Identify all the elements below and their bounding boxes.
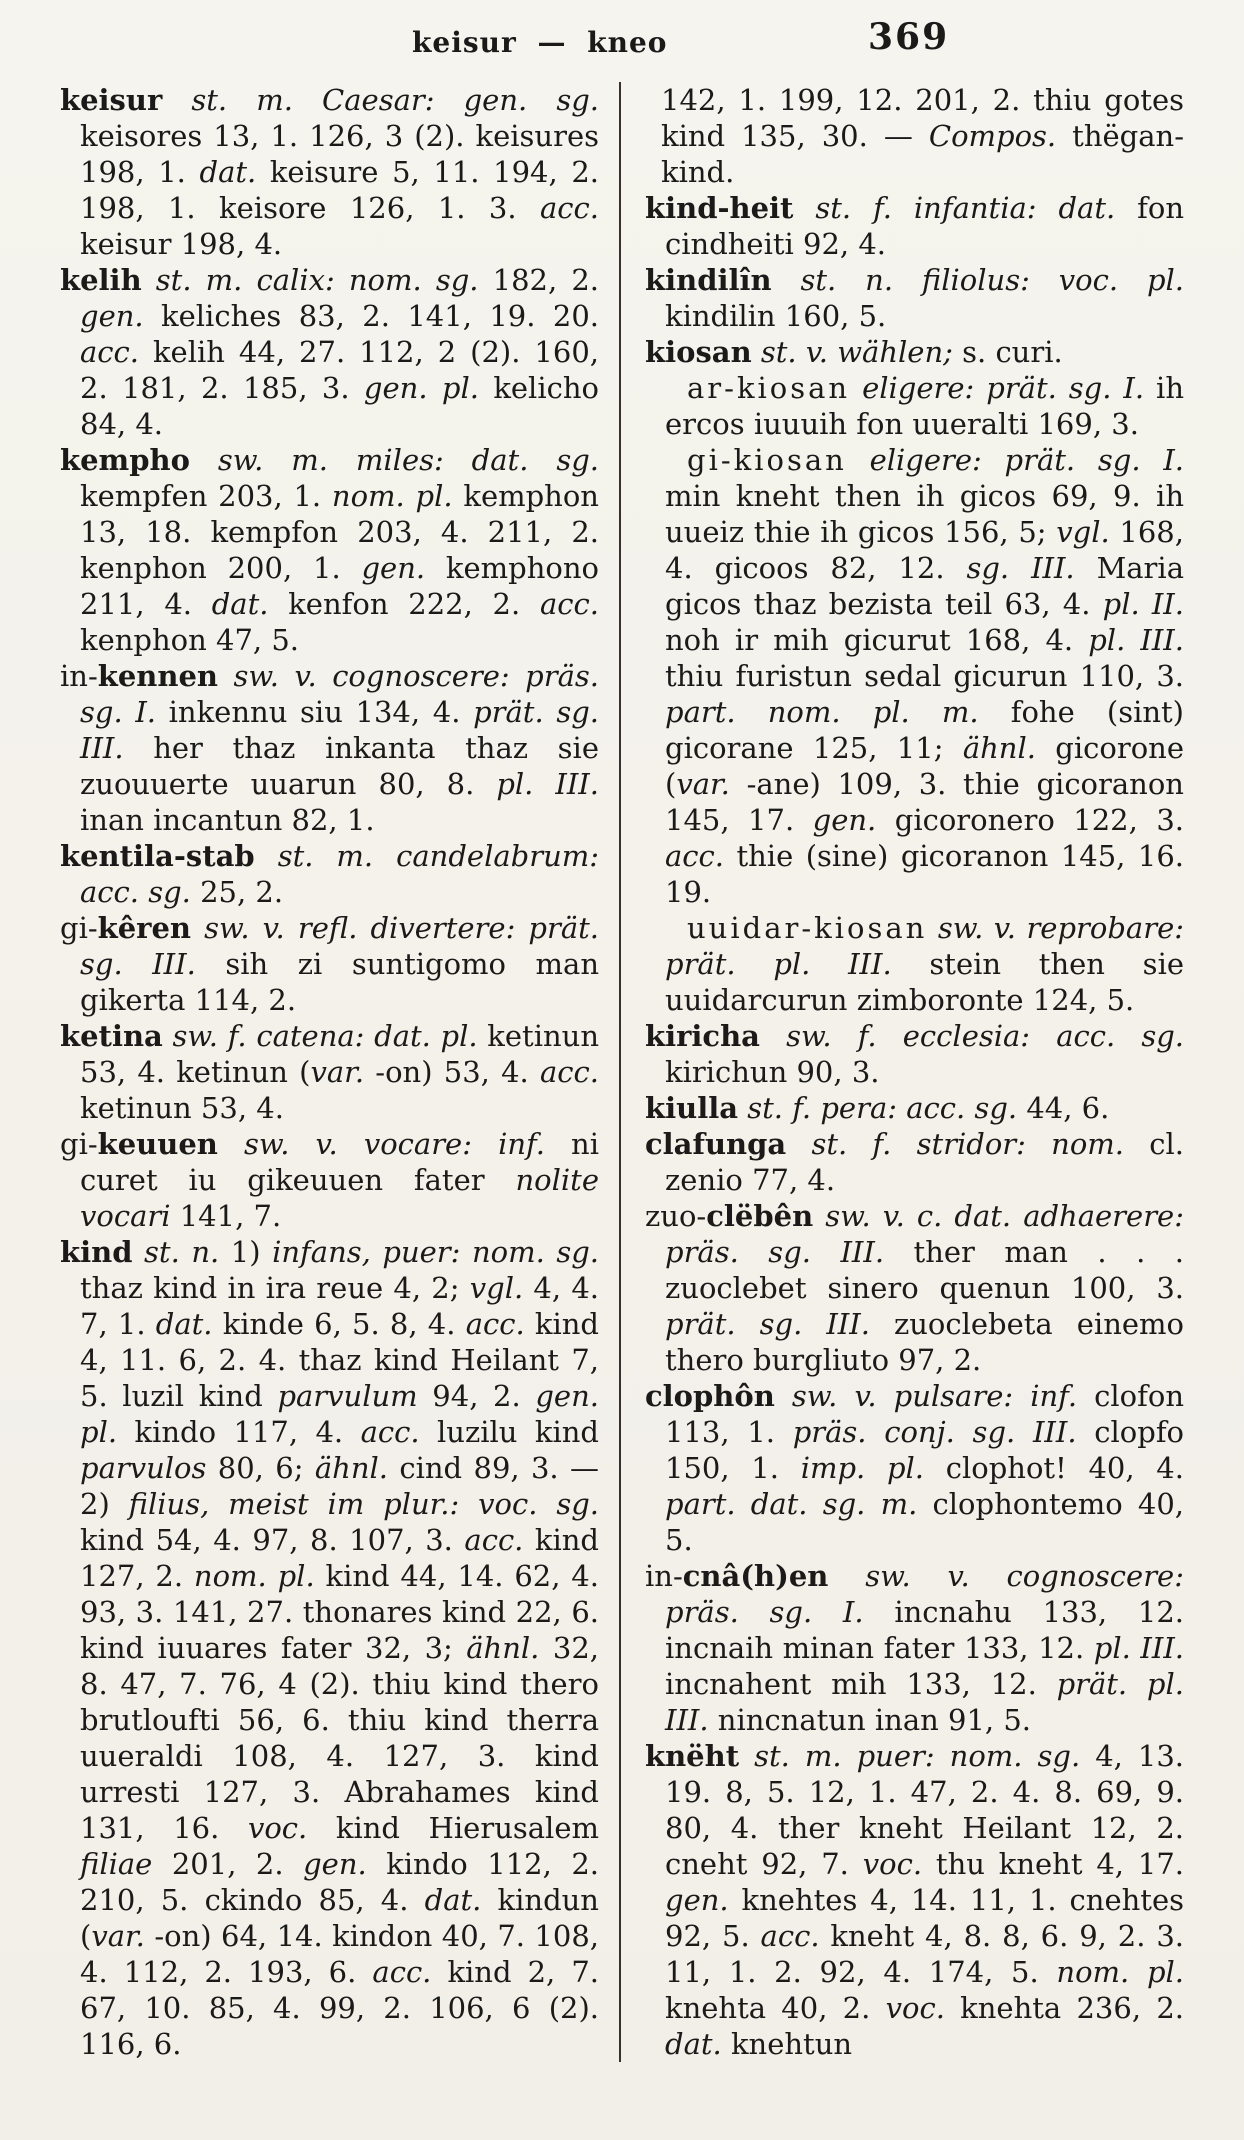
grammar-label: voc. (862, 1847, 923, 1881)
grammar-label: sg. III. (966, 551, 1075, 585)
headword: kiosan (645, 335, 752, 369)
grammar-label: acc. (665, 839, 724, 873)
grammar-label: acc. (760, 1919, 820, 1953)
headword: clafunga (645, 1127, 787, 1161)
grammar-label: dat. (211, 587, 269, 621)
grammar-label: parvulos (80, 1451, 207, 1485)
dictionary-entry: clafunga st. f. stridor: nom. cl. zenio 77, 4. (645, 1127, 1185, 1197)
grammar-label: gen. (303, 1847, 367, 1881)
grammar-label: acc. (80, 335, 139, 369)
sub-headword: ar-kiosan (687, 371, 851, 405)
page-header-title: keisur — kneo (412, 26, 668, 59)
headword: kindilîn (645, 263, 772, 297)
grammar-label: sw. v. c. dat. adhaerere: präs. sg. III. (665, 1199, 1184, 1269)
entry-continuation: 142, 1. 199, 12. 201, 2. thiu gotes kind 135, 30. — Compos. thëgan-kind. (661, 83, 1185, 189)
grammar-label: ähnl. (962, 731, 1036, 765)
headword: clophôn (645, 1379, 775, 1413)
grammar-label: pl. III. (1088, 623, 1184, 657)
grammar-label: dat. (665, 2027, 722, 2061)
grammar-label: acc. (539, 587, 599, 621)
right-column (621, 82, 1184, 2062)
grammar-label: sw. v. refl. divertere: prät. sg. III. (80, 911, 599, 981)
dictionary-entry: zuo-clëbên sw. v. c. dat. adhaerere: präs. sg. III. ther man . . . zuoclebet sinero quenun 100, 3. prät. sg. III. zuoclebeta einemo thero burgliuto 97, 2. (645, 1199, 1184, 1377)
headword: keisur (60, 83, 163, 117)
dictionary-entry: kiulla st. f. pera: acc. sg. 44, 6. (645, 1091, 1110, 1125)
grammar-label: pl. II. (1102, 587, 1184, 621)
grammar-label: ähnl. (466, 1631, 540, 1665)
dictionary-entry: kentila-stab st. m. candelabrum: acc. sg. 25, 2. (60, 839, 600, 909)
grammar-label: dat. (199, 155, 257, 189)
dictionary-entry: clophôn sw. v. pulsare: inf. clofon 113, 1. präs. conj. sg. III. clopfo 150, 1. imp. pl. clophot! 40, 4. part. dat. sg. m. clophontemo 40, 5. (645, 1379, 1185, 1557)
grammar-label: acc. (372, 1955, 432, 1989)
grammar-label: voc. (885, 1991, 945, 2025)
headword: keuuen (97, 1127, 218, 1161)
grammar-label: nolite vocari (80, 1163, 599, 1233)
dictionary-entry: kempho sw. m. miles: dat. sg. kempfen 203, 1. nom. pl. kemphon 13, 18. kempfon 203, 4. 211, 2. kenphon 200, 1. gen. kemphono 211, 4. dat. kenfon 222, 2. acc. kenphon 47, 5. (60, 443, 599, 657)
dictionary-entry: in-cnâ(h)en sw. v. cognoscere: präs. sg. I. incnahu 133, 12. incnaih minan fater 133, 12. pl. III. incnahent mih 133, 12. prät. pl. III. nincnatun inan 91, 5. (645, 1559, 1184, 1737)
grammar-label: st. m. calix: nom. sg. (155, 263, 479, 297)
grammar-label: gen. (812, 803, 877, 837)
headword: kind-heit (645, 191, 794, 225)
grammar-label: pl. III. (1093, 1631, 1184, 1665)
grammar-label: acc. (360, 1415, 420, 1449)
grammar-label: vgl. (469, 1271, 524, 1305)
dictionary-entry: in-kennen sw. v. cognoscere: präs. sg. I. inkennu siu 134, 4. prät. sg. III. her thaz inkanta thaz sie zuouuerte uuarun 80, 8. pl. III. inan incantun 82, 1. (60, 659, 599, 837)
headword: kentila-stab (60, 839, 255, 873)
left-column (60, 82, 619, 2062)
headword: kiulla (645, 1091, 739, 1125)
grammar-label: imp. pl. (800, 1451, 925, 1485)
grammar-label: Compos. (928, 119, 1057, 153)
grammar-label: gen. (361, 551, 426, 585)
headword: kempho (60, 443, 190, 477)
grammar-label: acc. (540, 191, 599, 225)
page-header (60, 14, 1184, 76)
grammar-label: prät. pl. III. (665, 1667, 1184, 1737)
grammar-label: st. n. filiolus: voc. pl. (800, 263, 1185, 297)
grammar-label: pl. III. (496, 767, 599, 801)
grammar-label: vgl. (1056, 515, 1110, 549)
grammar-label: sw. v. reprobare: prät. pl. III. (665, 911, 1185, 981)
dictionary-entry: kind-heit st. f. infantia: dat. fon cindheiti 92, 4. (645, 191, 1184, 261)
grammar-label: dat. (424, 1883, 482, 1917)
sub-headword: gi-kiosan (687, 443, 847, 477)
grammar-label: part. dat. sg. m. (665, 1487, 918, 1521)
grammar-label: voc. (247, 1811, 308, 1845)
grammar-label: st. m. candelabrum: acc. sg. (80, 839, 600, 909)
grammar-label: part. nom. pl. m. (665, 695, 979, 729)
dictionary-entry: knëht st. m. puer: nom. sg. 4, 13. 19. 8, 5. 12, 1. 47, 2. 4. 8. 69, 9. 80, 4. ther kneht Heilant 12, 2. cneht 92, 7. voc. thu kneht 4, 17. gen. knehtes 4, 14. 11, 1. cnehtes 92, 5. acc. kneht 4, 8. 8, 6. 9, 2. 3. 11, 1. 2. 92, 4. 174, 5. nom. pl. knehta 40, 2. voc. knehta 236, 2. dat. knehtun (645, 1739, 1185, 2061)
grammar-label: st. m. Caesar: gen. sg. (191, 83, 600, 117)
grammar-label: nom. pl. (331, 479, 453, 513)
headword: kiricha (645, 1019, 760, 1053)
grammar-label: st. f. stridor: nom. (811, 1127, 1125, 1161)
grammar-label: acc. (540, 1055, 600, 1089)
grammar-label: st. n. (144, 1235, 220, 1269)
headword: kind (60, 1235, 133, 1269)
grammar-label: präs. conj. sg. III. (792, 1415, 1077, 1449)
grammar-label: gen. pl. (80, 1379, 599, 1449)
grammar-label: eligere: prät. sg. I. (862, 371, 1145, 405)
grammar-label: st. m. puer: nom. sg. (754, 1739, 1081, 1773)
headword: kennen (97, 659, 219, 693)
grammar-label: infans, puer: nom. sg. (272, 1235, 600, 1269)
sub-entry: gi-kiosan eligere: prät. sg. I. min kneht then ih gicos 69, 9. ih uueiz thie ih gicos 156, 5; vgl. 168, 4. gicoos 82, 12. sg. III. Maria gicos thaz bezista teil 63, 4. pl. II. noh ir mih gicurut 168, 4. pl. III. thiu furistun sedal gicurun 110, 3. part. nom. pl. m. fohe (sint) gicorane 125, 11; ähnl. gicorone (var. -ane) 109, 3. thie gicoranon 145, 17. gen. gicoronero 122, 3. acc. thie (sine) gicoranon 145, 16. 19. (665, 443, 1184, 909)
headword: kêren (97, 911, 191, 945)
page-number: 369 (868, 16, 950, 58)
grammar-label: gen. (80, 299, 144, 333)
grammar-label: prät. sg. III. (80, 695, 599, 765)
grammar-label: acc. (465, 1307, 525, 1341)
grammar-label: var. (676, 767, 730, 801)
headword: cnâ(h)en (682, 1559, 829, 1593)
grammar-label: parvulum (277, 1379, 418, 1413)
text-columns (60, 82, 1184, 2062)
headword: clëbên (706, 1199, 814, 1233)
grammar-label: nom. pl. (1056, 1955, 1185, 1989)
grammar-label: nom. pl. (193, 1559, 315, 1593)
dictionary-entry: kiosan st. v. wählen; s. curi. (645, 335, 1063, 369)
dictionary-entry: kelih st. m. calix: nom. sg. 182, 2. gen. keliches 83, 2. 141, 19. 20. acc. kelih 44, 27. 112, 2 (2). 160, 2. 181, 2. 185, 3. gen. pl. kelicho 84, 4. (60, 263, 599, 441)
grammar-label: filiae (80, 1847, 153, 1881)
grammar-label: sw. v. cognoscere: präs. sg. I. (80, 659, 599, 729)
grammar-label: sw. m. miles: dat. sg. (217, 443, 599, 477)
sub-entry: uuidar-kiosan sw. v. reprobare: prät. pl. III. stein then sie uuidarcurun zimboronte 124, 5. (665, 911, 1185, 1017)
grammar-label: sw. v. vocare: inf. (243, 1127, 545, 1161)
grammar-label: dat. (155, 1307, 213, 1341)
grammar-label: acc. (464, 1523, 524, 1557)
grammar-label: prät. sg. III. (665, 1307, 870, 1341)
grammar-label: sw. f. ecclesia: acc. sg. (786, 1019, 1184, 1053)
grammar-label: var. (310, 1055, 365, 1089)
grammar-label: var. (91, 1919, 145, 1953)
headword: kelih (60, 263, 142, 297)
headword: knëht (645, 1739, 740, 1773)
grammar-label: sw. v. cognoscere: präs. sg. I. (665, 1559, 1184, 1629)
sub-entry: ar-kiosan eligere: prät. sg. I. ih ercos iuuuih fon uueralti 169, 3. (665, 371, 1184, 441)
grammar-label: sw. v. pulsare: inf. (791, 1379, 1078, 1413)
sub-headword: uuidar-kiosan (687, 911, 928, 945)
grammar-label: gen. pl. (363, 371, 479, 405)
dictionary-entry: kiricha sw. f. ecclesia: acc. sg. kirichun 90, 3. (645, 1019, 1184, 1089)
dictionary-entry: gi-keuuen sw. v. vocare: inf. ni curet iu gikeuuen fater nolite vocari 141, 7. (60, 1127, 599, 1233)
grammar-label: ähnl. (314, 1451, 388, 1485)
grammar-label: gen. (665, 1883, 729, 1917)
grammar-label: sw. f. catena: dat. pl. (172, 1019, 478, 1053)
dictionary-entry: gi-kêren sw. v. refl. divertere: prät. sg. III. sih zi suntigomo man gikerta 114, 2. (60, 911, 600, 1017)
headword: ketina (60, 1019, 163, 1053)
dictionary-entry: kind st. n. 1) infans, puer: nom. sg. thaz kind in ira reue 4, 2; vgl. 4, 4. 7, 1. dat. kinde 6, 5. 8, 4. acc. kind 4, 11. 6, 2. 4. thaz kind Heilant 7, 5. luzil kind parvulum 94, 2. gen. pl. kindo 117, 4. acc. luzilu kind parvulos 80, 6; ähnl. cind 89, 3. — 2) filius, meist im plur.: voc. sg. kind 54, 4. 97, 8. 107, 3. acc. kind 127, 2. nom. pl. kind 44, 14. 62, 4. 93, 3. 141, 27. thonares kind 22, 6. kind iuuares fater 32, 3; ähnl. 32, 8. 47, 7. 76, 4 (2). thiu kind thero brutloufti 56, 6. thiu kind therra uueraldi 108, 4. 127, 3. kind urresti 127, 3. Abrahames kind 131, 16. voc. kind Hierusalem filiae 201, 2. gen. kindo 112, 2. 210, 5. ckindo 85, 4. dat. kindun (var. -on) 64, 14. kindon 40, 7. 108, 4. 112, 2. 193, 6. acc. kind 2, 7. 67, 10. 85, 4. 99, 2. 106, 6 (2). 116, 6. (60, 1235, 600, 2061)
grammar-label: st. f. pera: acc. sg. (747, 1091, 1018, 1125)
dictionary-entry: kindilîn st. n. filiolus: voc. pl. kindilin 160, 5. (645, 263, 1185, 333)
grammar-label: st. v. wählen; (760, 335, 953, 369)
dictionary-entry: ketina sw. f. catena: dat. pl. ketinun 53, 4. ketinun (var. -on) 53, 4. acc. ketinun 53, 4. (60, 1019, 600, 1125)
grammar-label: eligere: prät. sg. I. (869, 443, 1184, 477)
grammar-label: st. f. infantia: dat. (815, 191, 1116, 225)
dictionary-entry: keisur st. m. Caesar: gen. sg. keisores 13, 1. 126, 3 (2). keisures 198, 1. dat. keisure 5, 11. 194, 2. 198, 1. keisore 126, 1. 3. acc. keisur 198, 4. (60, 83, 600, 261)
grammar-label: filius, meist im plur.: voc. sg. (128, 1487, 599, 1521)
